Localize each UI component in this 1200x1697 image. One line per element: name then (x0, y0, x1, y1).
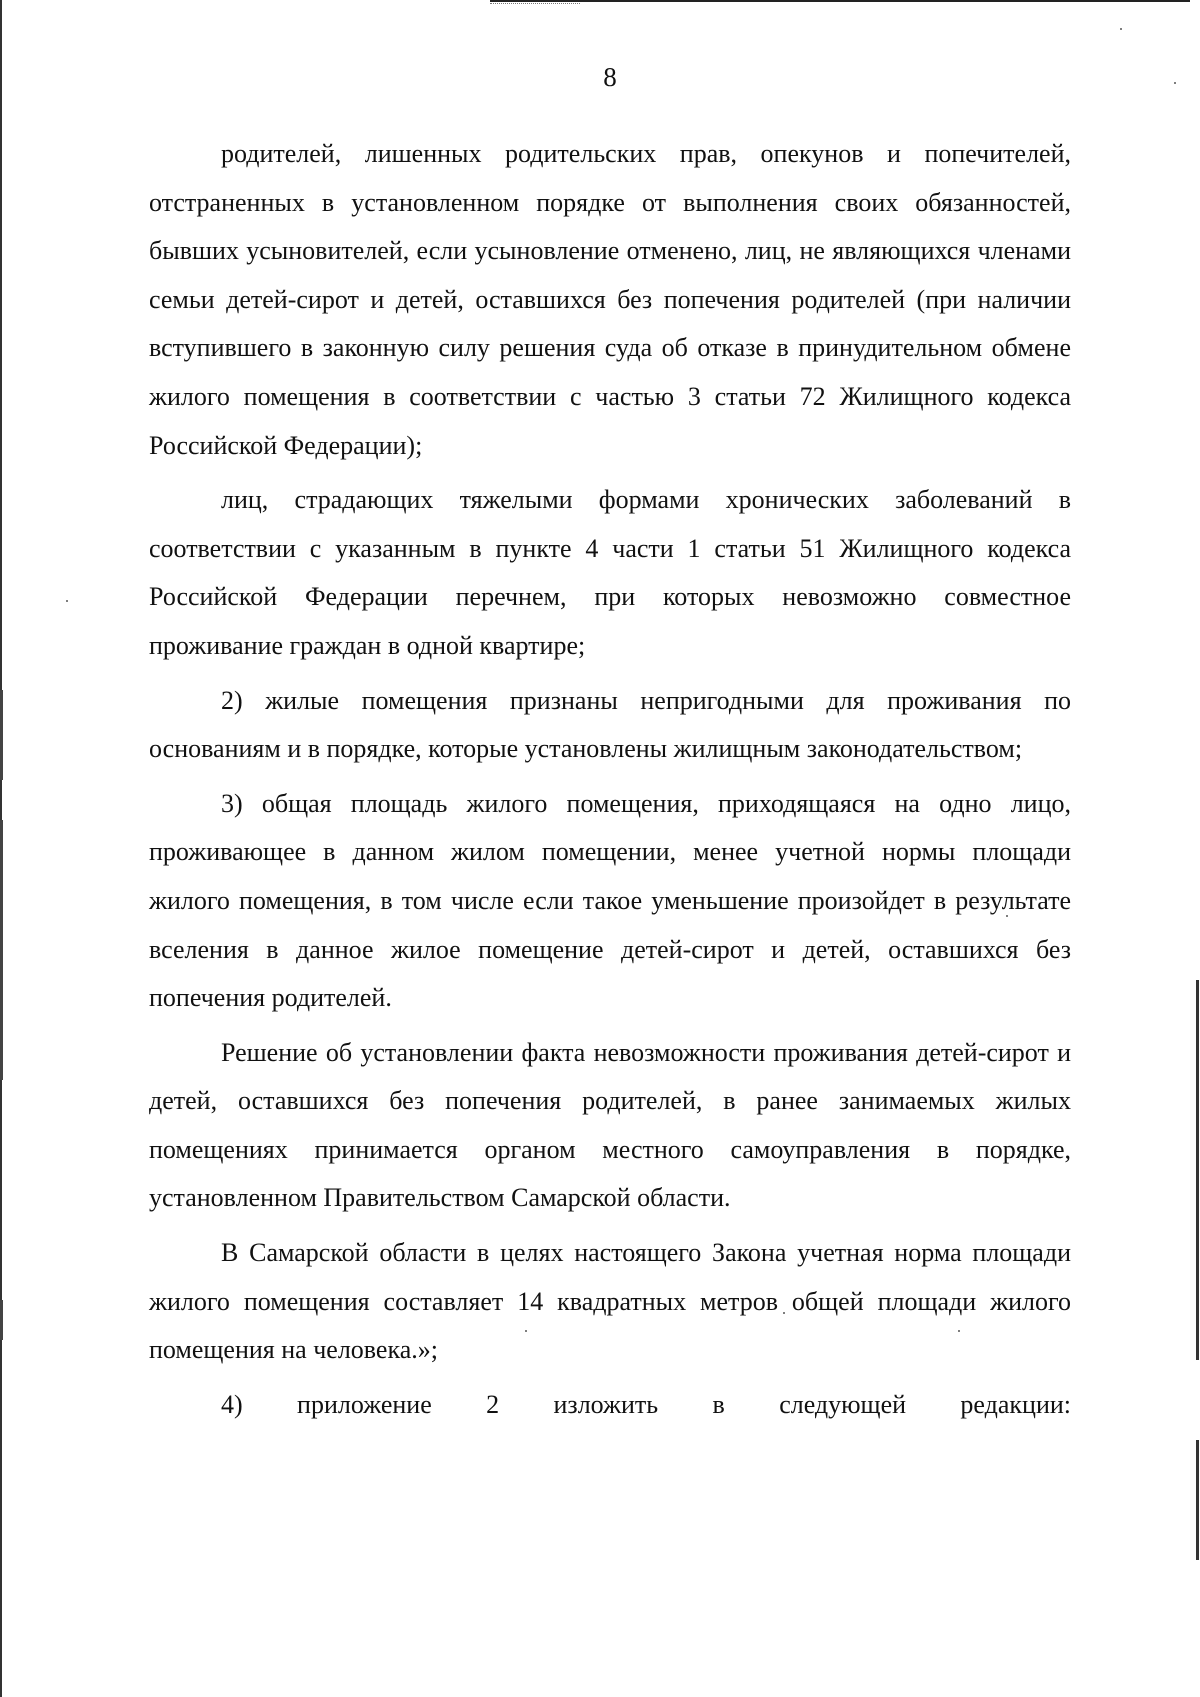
paragraph-accounting-norm: В Самарской области в целях настоящего Закона учетная норма площади жилого помещения составляет 14 квадратных метров общей площади жилого помещения на человека.»; (149, 1238, 1071, 1365)
paragraph-item-2: 2) жилые помещения признаны непригодными для проживания по основаниям и в порядке, которые установлены жилищным законодательством; (149, 685, 1071, 764)
paragraph-chronic-diseases: лиц, страдающих тяжелыми формами хронических заболеваний в соответствии с указанным в пункте 4 части 1 статьи 51 Жилищного кодекса Российской Федерации перечнем, при которых невозможно совместное проживание граждан в одной квартире; (149, 485, 1071, 660)
scan-right-edge-mark (1196, 1440, 1199, 1560)
scan-left-edge-mark (0, 820, 3, 1080)
paragraph-item-3: 3) общая площадь жилого помещения, приходящаяся на одно лицо, проживающее в данном жилом помещении, менее учетной нормы площади жилого помещения, в том числе если такое уменьшение произойдет в результате вселения в данное жилое помещение детей-сирот и детей, оставшихся без попечения родителей. (149, 788, 1071, 1013)
paragraph-decision: Решение об установлении факта невозможности проживания детей-сирот и детей, оставшихся без попечения родителей, в ранее занимаемых жилых помещениях принимается органом местного самоуправления в порядке, установленном Правительством Самарской области. (149, 1037, 1071, 1213)
scan-speck (66, 600, 68, 602)
scan-top-rule-faint (490, 3, 580, 4)
scan-right-edge-mark (1196, 980, 1199, 1360)
document-body (149, 130, 1071, 1429)
scan-top-rule (490, 0, 1190, 2)
paragraph-item-4: 4) приложение 2 изложить в следующей редакции: (221, 1389, 1071, 1419)
scan-left-edge-mark (0, 1300, 3, 1340)
scan-speck (1120, 28, 1122, 30)
paragraph-continuation: родителей, лишенных родительских прав, опекунов и попечителей, отстраненных в установленном порядке от выполнения своих обязанностей, бывших усыновителей, если усыновление отменено, лиц, не являющихся членами семьи детей-сирот и детей, оставшихся без попечения родителей (при наличии вступившего в законную силу решения суда об отказе в принудительном обмене жилого помещения в соответствии с частью 3 статьи 72 Жилищного кодекса Российской Федерации); (149, 139, 1071, 460)
scan-left-edge-mark (0, 690, 3, 780)
scan-speck (1174, 82, 1176, 84)
page-number: 8 (603, 62, 617, 92)
